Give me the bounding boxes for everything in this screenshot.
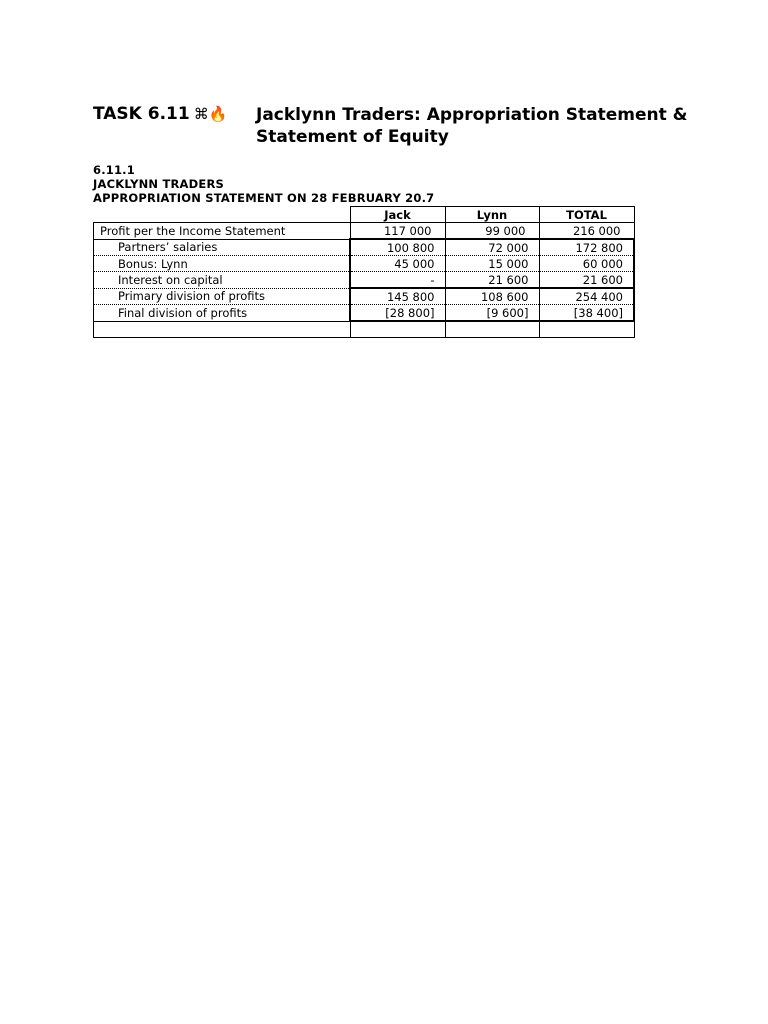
- row-total: 60 000: [539, 256, 634, 272]
- profit-jack: 117 000: [350, 223, 445, 240]
- task-title: [256, 104, 696, 148]
- table-header-row: [94, 207, 635, 223]
- row-jack: 100 800: [350, 239, 445, 256]
- row-total: 172 800: [539, 239, 634, 256]
- profit-row: [94, 223, 635, 240]
- row-label: Final division of profits: [94, 305, 351, 322]
- row-jack: -: [350, 272, 445, 289]
- table-row: [94, 239, 635, 256]
- profit-label: Profit per the Income Statement: [94, 223, 351, 240]
- section-number: 6.11.1: [93, 163, 135, 177]
- empty-cell: [350, 321, 445, 338]
- profit-lynn: 99 000: [445, 223, 539, 240]
- profit-total: 216 000: [539, 223, 634, 240]
- table-row: [94, 288, 635, 305]
- business-name: JACKLYNN TRADERS: [93, 177, 224, 191]
- row-total: 254 400: [539, 288, 634, 305]
- table-row: [94, 305, 635, 322]
- column-header-total: TOTAL: [539, 207, 634, 223]
- row-label: Primary division of profits: [94, 288, 351, 305]
- row-label: Bonus: Lynn: [94, 256, 351, 272]
- task-label: [93, 104, 227, 124]
- row-lynn: 72 000: [445, 239, 539, 256]
- row-total: [38 400]: [539, 305, 634, 322]
- row-total: 21 600: [539, 272, 634, 289]
- row-lynn: 108 600: [445, 288, 539, 305]
- row-lynn: 15 000: [445, 256, 539, 272]
- empty-cell: [445, 321, 539, 338]
- row-lynn: 21 600: [445, 272, 539, 289]
- statement-title: APPROPRIATION STATEMENT ON 28 FEBRUARY 20.7: [93, 191, 435, 205]
- row-jack: 45 000: [350, 256, 445, 272]
- row-jack: [28 800]: [350, 305, 445, 322]
- table-row: [94, 272, 635, 289]
- column-header-lynn: Lynn: [445, 207, 539, 223]
- task-title-line2: Statement of Equity: [256, 127, 449, 147]
- appropriation-table: [93, 206, 635, 338]
- empty-cell: [94, 321, 351, 338]
- task-difficulty-icon: ⌘🔥: [193, 105, 228, 123]
- column-header-jack: Jack: [350, 207, 445, 223]
- task-title-line1: Jacklynn Traders: Appropriation Statement &: [256, 105, 688, 125]
- row-label: Partners’ salaries: [94, 239, 351, 256]
- table-row: [94, 256, 635, 272]
- empty-cell: [539, 321, 634, 338]
- row-label: Interest on capital: [94, 272, 351, 289]
- header-blank: [94, 207, 351, 223]
- row-lynn: [9 600]: [445, 305, 539, 322]
- empty-row: [94, 321, 635, 338]
- row-jack: 145 800: [350, 288, 445, 305]
- task-number: TASK 6.11: [93, 104, 190, 124]
